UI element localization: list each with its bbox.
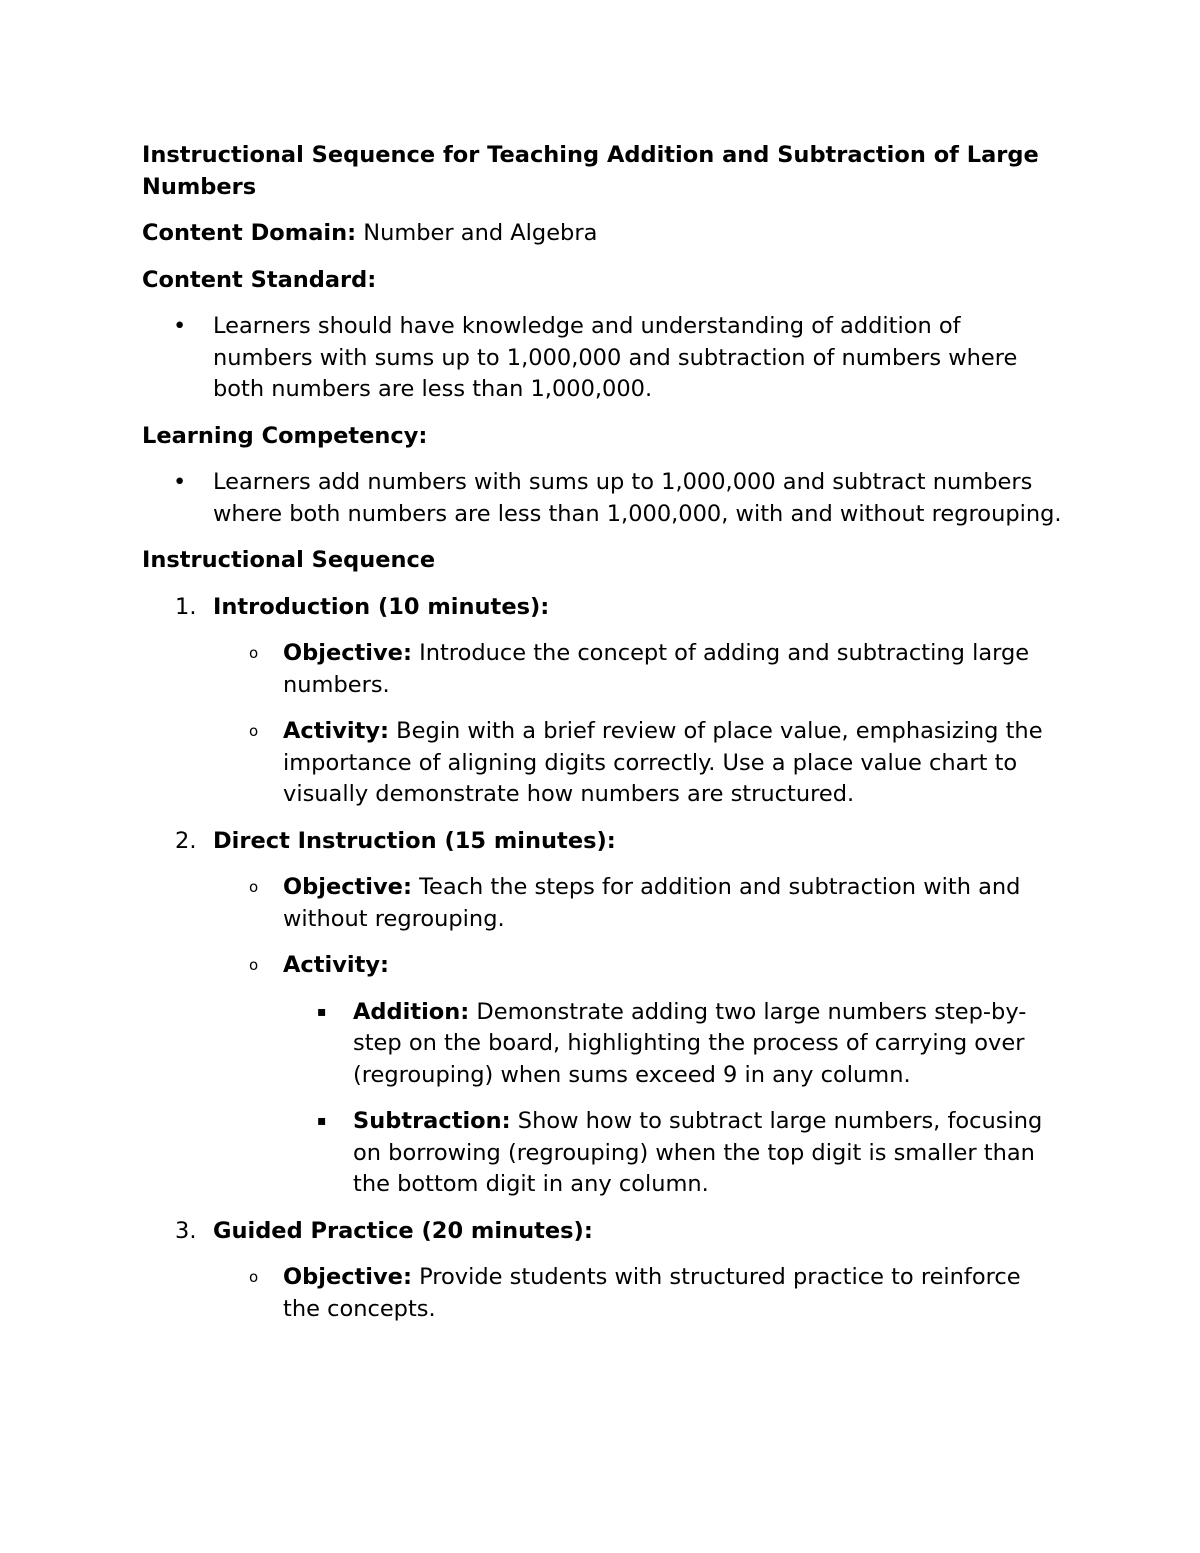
addition-label: Addition: bbox=[353, 998, 470, 1025]
circle-bullet-icon: o bbox=[249, 644, 259, 662]
step-2-activity bbox=[142, 950, 1062, 982]
step-1-activity bbox=[142, 716, 1062, 811]
subtraction-label: Subtraction: bbox=[353, 1108, 511, 1134]
objective-label: Objective: bbox=[283, 1264, 412, 1290]
addition-text: Demonstrate adding two large numbers step-by-step on the board, highlighting the process of carrying over (regrouping) when sums exceed 9 in any column. bbox=[353, 998, 1027, 1088]
step-1-title: Introduction (10 minutes): bbox=[213, 593, 550, 620]
content-standard-item bbox=[142, 311, 1062, 406]
content-standard-heading: Content Standard: bbox=[142, 266, 377, 293]
bullet-icon: • bbox=[173, 469, 187, 495]
step-2-number: 2. bbox=[175, 827, 197, 854]
objective-label: Objective: bbox=[283, 640, 412, 666]
document-body bbox=[142, 140, 1062, 1340]
step-2-objective bbox=[142, 872, 1062, 935]
subtraction-text: Show how to subtract large numbers, focusing on borrowing (regrouping) when the top digit is smaller than the bottom digit in any column. bbox=[353, 1108, 1043, 1197]
step-3-number: 3. bbox=[175, 1217, 197, 1244]
activity-label: Activity: bbox=[283, 952, 390, 978]
step-1-number: 1. bbox=[175, 593, 197, 620]
instructional-sequence-heading: Instructional Sequence bbox=[142, 547, 436, 573]
content-standard-text: Learners should have knowledge and understanding of addition of numbers with sums up to 1,000,000 and subtraction of numbers where both numbers are less than 1,000,000. bbox=[213, 313, 1018, 402]
step-2-addition bbox=[142, 997, 1062, 1092]
circle-bullet-icon: o bbox=[249, 878, 259, 896]
step-3-title: Guided Practice (20 minutes): bbox=[213, 1217, 593, 1244]
square-bullet-icon: ▪ bbox=[317, 1113, 327, 1129]
objective-text: Teach the steps for addition and subtraction with and without regrouping. bbox=[283, 874, 1021, 932]
objective-text: Introduce the concept of adding and subtracting large numbers. bbox=[283, 640, 1030, 698]
learning-competency-item bbox=[142, 467, 1062, 530]
learning-competency-text: Learners add numbers with sums up to 1,000,000 and subtract numbers where both numbers are less than 1,000,000, with and without regrouping. bbox=[213, 469, 1062, 527]
content-domain-value: Number and Algebra bbox=[356, 220, 598, 246]
content-domain-label: Content Domain: bbox=[142, 220, 357, 246]
step-3 bbox=[142, 1216, 1062, 1248]
bullet-icon: • bbox=[173, 313, 187, 339]
content-domain-line bbox=[142, 218, 1062, 250]
step-1 bbox=[142, 592, 1062, 624]
circle-bullet-icon: o bbox=[249, 722, 259, 740]
step-2 bbox=[142, 826, 1062, 858]
step-1-objective bbox=[142, 638, 1062, 701]
document-title: Instructional Sequence for Teaching Addition and Subtraction of Large Numbers bbox=[142, 142, 1039, 200]
step-3-objective bbox=[142, 1262, 1062, 1325]
objective-text: Provide students with structured practice to reinforce the concepts. bbox=[283, 1264, 1021, 1322]
objective-label: Objective: bbox=[283, 874, 412, 900]
step-2-title: Direct Instruction (15 minutes): bbox=[213, 827, 616, 854]
circle-bullet-icon: o bbox=[249, 956, 259, 974]
activity-label: Activity: bbox=[283, 718, 390, 744]
square-bullet-icon: ▪ bbox=[317, 1003, 327, 1020]
learning-competency-heading: Learning Competency: bbox=[142, 422, 428, 449]
step-2-subtraction bbox=[142, 1106, 1062, 1201]
activity-text: Begin with a brief review of place value, emphasizing the importance of aligning digits correctly. Use a place value chart to visually demonstrate how numbers are structured. bbox=[283, 718, 1043, 807]
circle-bullet-icon: o bbox=[249, 1268, 259, 1286]
